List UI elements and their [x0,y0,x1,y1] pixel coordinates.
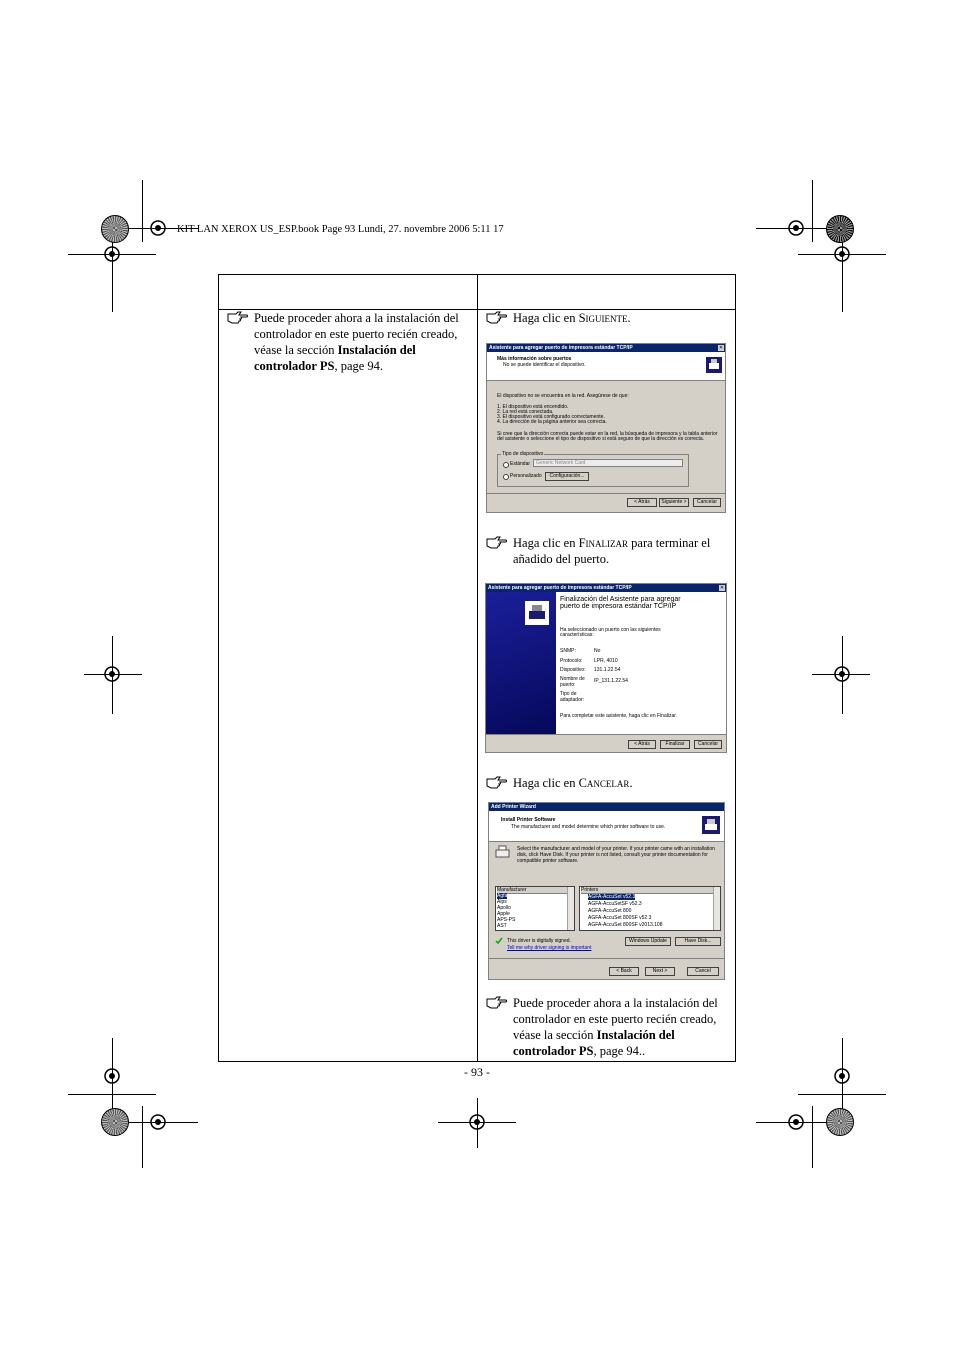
finish-button[interactable]: Finalizar [660,740,690,749]
pointing-hand-icon [227,310,249,324]
back-button[interactable]: < Atrás [628,740,656,749]
printer-network-icon [524,600,550,626]
dialog-tcpip-more-info: Asistente para agregar puerto de impresora estándar TCP/IP ✕ Más información sobre puertos No se puede identificar el dispositivo. El dispositivo no se encuentra en la red. Asegúrese de que: 1. El dispositivo está encendido. 2. La red está conectada. 3. El dispositivo está configurado correctamente. 4. La dirección de la página anterior sea correcta. Si cree que la dirección correcta puede estar en la red, la búsqueda de impresora y la tabla anterior del asistente o seleccione el tipo de dispositivo si está seguro de que la dirección es correcta. Tipo de dispositivo Estándar Generic Network Card Personalizado Configuración... < Atrás Siguiente > Cancelar [486,343,726,513]
list-item[interactable]: APS-PS [497,917,516,923]
next-button[interactable]: Siguiente > [659,498,689,507]
registration-mark-icon [100,662,124,686]
cancel-button[interactable]: Cancelar [694,740,722,749]
list-item[interactable]: AGFA-AccuSetSF v52.3 [588,901,642,907]
list-item[interactable]: AGFA-AccuSet v52.3 [588,894,636,900]
color-target-icon [826,1108,854,1136]
registration-mark-icon [465,1110,489,1134]
device-type-select[interactable]: Generic Network Card [533,459,683,467]
back-button[interactable]: < Atrás [627,498,657,507]
back-button[interactable]: < Back [609,967,639,976]
registration-mark-icon [146,216,170,240]
config-button[interactable]: Configuración... [545,472,589,481]
step-cancel: Haga clic en Cancelar. [513,775,728,791]
list-item[interactable]: AGFA-AccuSet 800 [588,908,632,914]
color-target-icon [101,215,129,243]
printer-icon [701,815,721,835]
page-number: - 93 - [464,1065,490,1079]
cancel-button[interactable]: Cancel [687,967,719,976]
have-disk-button[interactable]: Have Disk... [675,937,721,946]
driver-signing-link[interactable]: Tell me why driver signing is important [507,945,592,951]
scrollbar[interactable] [713,887,720,930]
dialog-tcpip-finish: Asistente para agregar puerto de impresora estándar TCP/IP ✕ Finalización del Asistente para agregar puerto de impresora estándar TCP/IP Ha seleccionado un puerto con las siguientes características: SNMP: No Protocolo: LPR, 4010 Dispositivo: 131.1.22.54 Nombre de puerto: IP_131.1.22.54 Tipo de adaptador: Para completar este asistente, haga clic en Finalizar. < Atrás Finalizar Cancelar [485,583,727,753]
registration-mark-icon [830,242,854,266]
step-next: Haga clic en Siguiente. [513,310,728,326]
signed-driver-icon [495,937,503,945]
close-icon[interactable]: ✕ [719,585,725,591]
running-header: KIT LAN XEROX US_ESP.book Page 93 Lundi, 27. novembre 2006 5:11 17 [177,224,504,235]
next-button[interactable]: Next > [645,967,675,976]
printers-list[interactable]: Printers AGFA-AccuSet v52.3 AGFA-AccuSetSF v52.3 AGFA-AccuSet 800 AGFA-AccuSet 800SF v52.3 AGFA-AccuSet 800SF v2013.108 [579,886,721,931]
pointing-hand-icon [486,995,508,1009]
left-instruction: Puede proceder ahora a la instalación del controlador en este puerto recién creado, véase la sección Instalación del controlador PS, page 94. [254,310,469,374]
list-item[interactable]: Alps [497,899,507,905]
radio-custom[interactable] [503,474,509,480]
step-install-driver: Puede proceder ahora a la instalación del controlador en este puerto recién creado, véase la sección Instalación del controlador PS, page 94.. [513,995,728,1059]
list-item[interactable]: AGFA-AccuSet 800SF v52.3 [588,915,652,921]
color-target-icon [826,215,854,243]
list-item[interactable]: Agfa [497,893,508,899]
radio-standard[interactable] [503,462,509,468]
registration-mark-icon [784,1110,808,1134]
pointing-hand-icon [486,310,508,324]
list-item[interactable]: AST [497,923,507,929]
printer-network-icon [705,356,723,374]
registration-mark-icon [100,242,124,266]
printer-disk-icon [495,845,511,859]
close-icon[interactable]: ✕ [718,345,724,351]
list-item[interactable]: Apple [497,911,510,917]
windows-update-button[interactable]: Windows Update [625,937,671,946]
cancel-button[interactable]: Cancelar [693,498,721,507]
registration-mark-icon [784,216,808,240]
scrollbar[interactable] [567,887,574,930]
dialog-title-bar: Asistente para agregar puerto de impresora estándar TCP/IP ✕ [488,585,725,591]
dialog-add-printer-wizard: Add Printer Wizard Install Printer Software The manufacturer and model determine which printer software to use. Select the manufacturer and model of your printer. If your printer came with an installation disk, click Have Disk. If your printer is not listed, consult your printer documentation for compatible printer software. Manufacturer Agfa Alps Apollo Apple APS-PS AST Printers AGFA-AccuSet v52.3 AGFA-AccuSetSF v52.3 AGFA-AccuSet 800 AGFA-AccuSet 800SF v52.3 AGFA-AccuSet 800SF v2013.108 This driver is digitally signed. Tell me why driver signing is important Windows Update Have Disk... < Back Next > Cancel [488,802,725,980]
pointing-hand-icon [486,535,508,549]
pointing-hand-icon [486,775,508,789]
manufacturer-list[interactable]: Manufacturer Agfa Alps Apollo Apple APS-PS AST [495,886,575,931]
registration-mark-icon [830,662,854,686]
color-target-icon [101,1108,129,1136]
step-finish: Haga clic en Finalizar para terminar el añadido del puerto. [513,535,728,567]
dialog-title-bar: Add Printer Wizard [489,803,724,811]
list-item[interactable]: Apollo [497,905,511,911]
dialog-title-bar: Asistente para agregar puerto de impresora estándar TCP/IP ✕ [489,345,724,351]
registration-mark-icon [146,1110,170,1134]
list-item[interactable]: AGFA-AccuSet 800SF v2013.108 [588,922,663,928]
